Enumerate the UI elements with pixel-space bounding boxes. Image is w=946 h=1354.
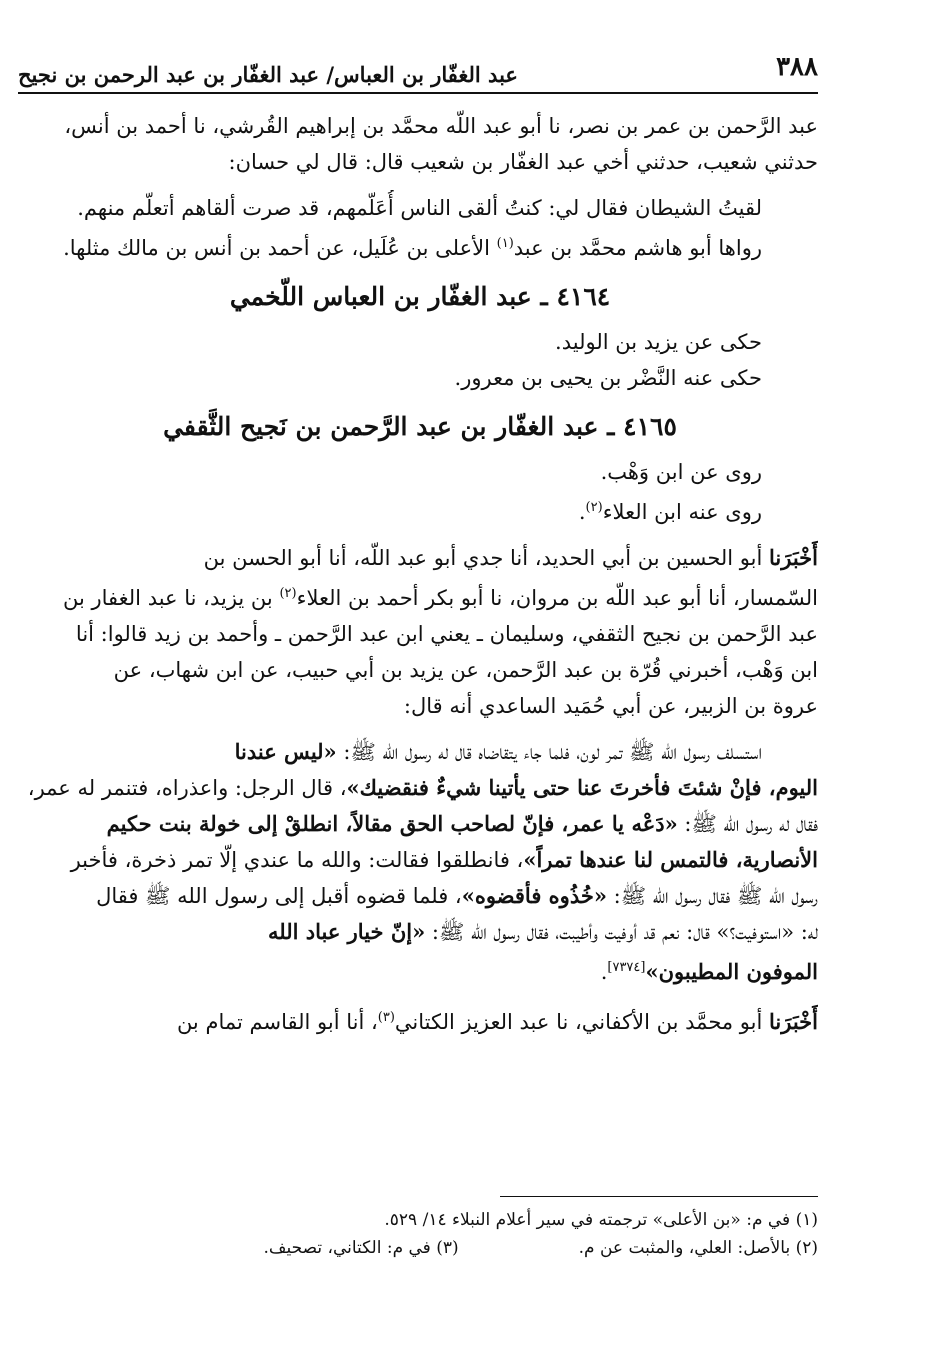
running-title: عبد الغفّار بن العباس/ عبد الغفّار بن عبد الرحمن بن نجيح	[18, 62, 518, 87]
hadith-line	[22, 806, 818, 842]
entry-heading: ٤١٦٤ ـ عبد الغفّار بن العباس اللّخمي	[229, 282, 611, 311]
akhbarana-word: أَخْبَرَنا	[769, 545, 818, 570]
text-line	[22, 576, 818, 616]
footnotes	[22, 1206, 818, 1262]
text-line	[22, 540, 818, 576]
text-line: روى عن ابن وَهْب.	[600, 460, 762, 484]
footnote-rule	[500, 1196, 818, 1197]
text-line	[22, 226, 818, 266]
hadith-quote: الموفون المطيبون»	[645, 959, 818, 984]
text-line: عروة بن الزبير، عن أبي حُمَيد الساعدي أنه قال:	[403, 694, 818, 718]
hadith-line	[22, 770, 818, 806]
hadith-line	[22, 734, 818, 770]
text-span: ، فلما قضوه أقبل إلى رسول الله ﷺ فقال	[96, 884, 462, 908]
text-line	[22, 490, 818, 530]
text-span: السّمسار، أنا أبو عبد اللّه بن مروان، نا أبو بكر أحمد بن العلاء	[296, 586, 818, 610]
hadith-line	[22, 842, 818, 878]
text-span: استسلف رسول الله ﷺ تمر لون، فلما جاء يتقاضاه قال له رسول الله ﷺ:	[336, 740, 762, 764]
footnote-3: (٣) في م: الكتاني، تصحيف.	[263, 1238, 459, 1258]
hadith-quote: «دَعْه يا عمر، فإنّ لصاحب الحق مقالاً، انطلقْ إلى خولة بنت حكيم	[106, 811, 678, 836]
text-span: .	[600, 960, 608, 984]
text-line: عبد الرَّحمن بن عمر بن نصر، نا أبو عبد اللّه محمَّد بن إبراهيم القُرشي، نا أحمد بن أنس،	[64, 114, 818, 138]
text-line: حكى عنه النَّضْر بن يحيى بن معرور.	[454, 366, 762, 390]
page-header	[18, 52, 818, 94]
text-line: حدثني شعيب، حدثني أخي عبد الغفّار بن شعيب قال: قال لي حسان:	[228, 150, 818, 174]
footnote-marker: (٢)	[279, 586, 297, 601]
text-span: أبو محمَّد بن الأكفاني، نا عبد العزيز الكتاني	[394, 1010, 770, 1034]
text-line	[22, 1000, 818, 1040]
footnote-marker: (٢)	[585, 500, 603, 515]
text-span: ، أنا أبو القاسم تمام بن	[176, 1010, 378, 1034]
hadith-line	[22, 914, 818, 950]
text-line: ابن وَهْب، أخبرني قُرّة بن عبد الرَّحمن، عن يزيد بن أبي حبيب، عن ابن شهاب، عن	[113, 658, 818, 682]
header-rule	[18, 92, 818, 94]
footnote-2: (٢) بالأصل: العلي، والمثبت عن م.	[578, 1238, 818, 1258]
hadith-line	[22, 950, 818, 990]
text-span: .	[578, 500, 586, 524]
footnote-1: (١) في م: «بن الأعلى» ترجمته في سير أعلام النبلاء ١٤/ ٥٢٩.	[384, 1210, 818, 1230]
text-line: حكى عن يزيد بن الوليد.	[555, 330, 762, 354]
text-span: ، فانطلقوا فقالت: والله ما عندي إلّا تمر ذخرة، فأخبر	[70, 848, 524, 872]
footnote-marker: (١)	[496, 236, 514, 251]
hadith-quote: «ليس عندنا	[234, 739, 337, 764]
text-span: له: «استوفيت؟» قال: نعم قد أوفيت وأطيبت، فقال رسول الله ﷺ:	[425, 920, 818, 944]
text-span: بن يزيد، نا عبد الغفار بن	[62, 586, 280, 610]
text-span: روى عنه ابن العلاء	[602, 500, 762, 524]
main-text	[22, 108, 818, 1040]
hadith-line	[22, 878, 818, 914]
page-number: ٣٨٨	[776, 52, 818, 82]
text-span: أبو الحسين بن أبي الحديد، أنا جدي أبو عبد اللّه، أنا أبو الحسن بن	[203, 546, 770, 570]
quoted-verse: لقيتُ الشيطان فقال لي: كنتُ ألقى الناس أُعَلّمهم، قد صرت ألقاهم أتعلّم منهم.	[77, 196, 762, 220]
text-span: رواها أبو هاشم محمَّد بن عبد	[513, 236, 762, 260]
hadith-quote: «خُذُوه فأقضوه»	[461, 883, 607, 908]
text-line: عبد الرَّحمن بن نجيح الثقفي، وسليمان ـ يعني ابن عبد الرَّحمن ـ وأحمد بن زيد قالوا: أنا	[75, 622, 818, 646]
akhbarana-word: أَخْبَرَنا	[769, 1009, 818, 1034]
text-span: ، قال الرجل: واعذراه، فتنمر له عمر،	[27, 776, 347, 800]
text-span: فقال له رسول الله ﷺ:	[677, 812, 818, 836]
hadith-quote: اليوم، فإنْ شئتَ فأخرتَ عنا حتى يأتينا شيءٌ فنقضيك»	[346, 775, 818, 800]
text-span: الأعلى بن عُلَيل، عن أحمد بن أنس بن مالك مثلها.	[63, 236, 497, 260]
text-span: رسول الله ﷺ فقال رسول الله ﷺ:	[606, 884, 818, 908]
footnote-row	[22, 1234, 818, 1262]
hadith-quote: الأنصارية، فالتمس لنا عندها تمراً»	[523, 847, 818, 872]
footnote-marker: (٣)	[377, 1010, 395, 1025]
hadith-quote: «إنّ خيار عباد الله	[267, 919, 426, 944]
entry-heading: ٤١٦٥ ـ عبد الغفّار بن عبد الرَّحمن بن نَجيح الثَّقفي	[163, 412, 677, 441]
hadith-number: [٧٣٧٤]	[607, 960, 646, 975]
